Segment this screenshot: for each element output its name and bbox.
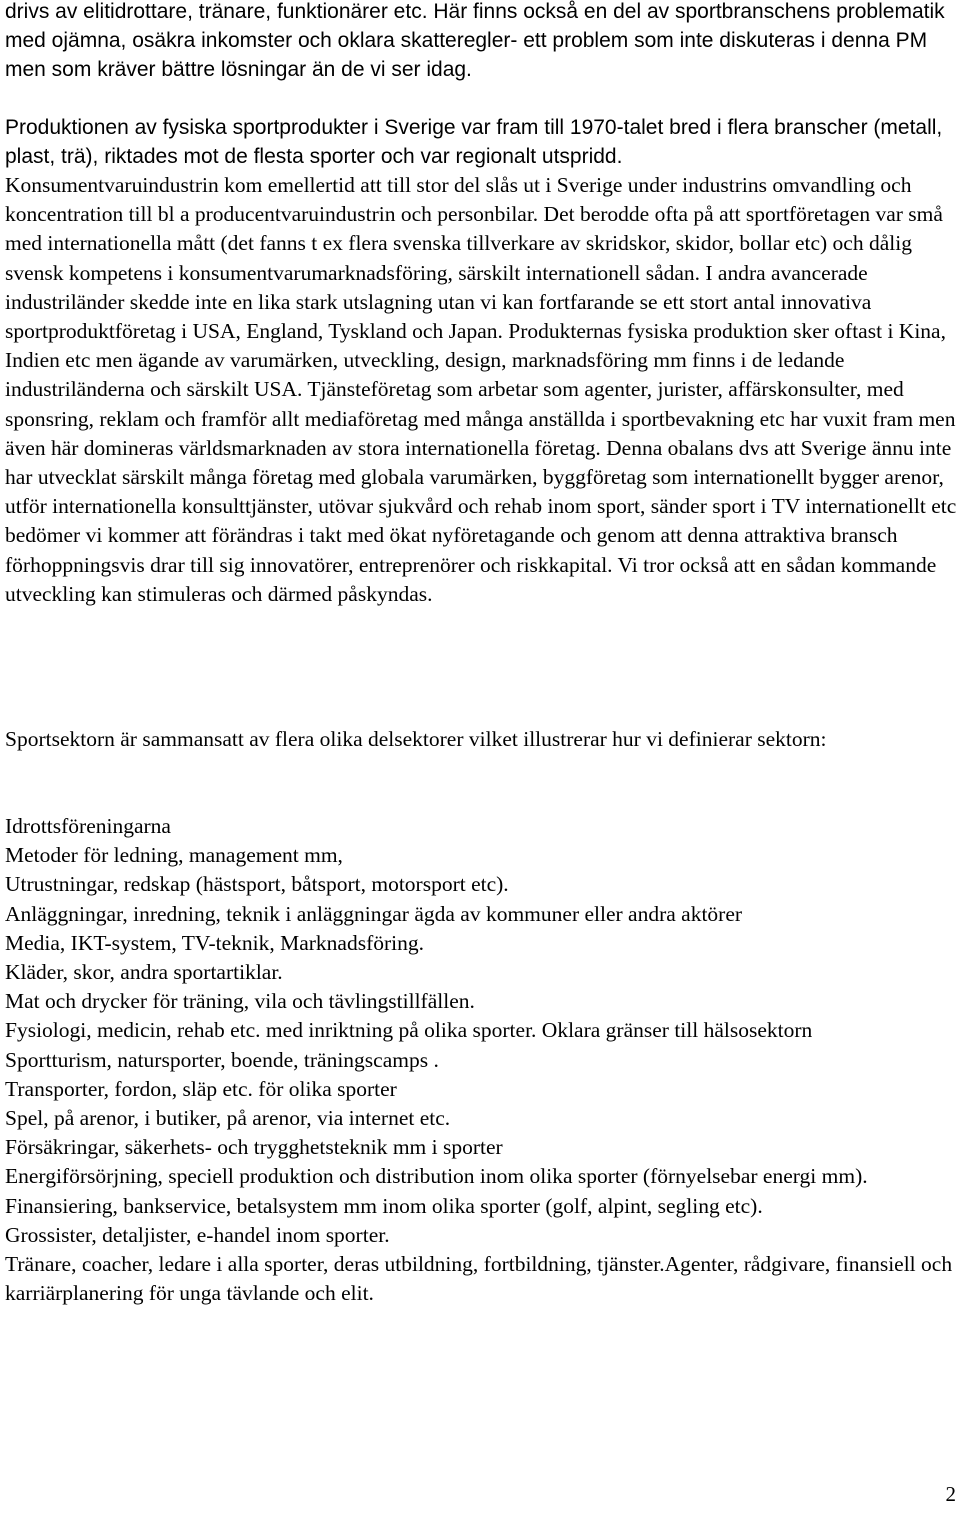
list-item: Försäkringar, säkerhets- och trygghetsteknik mm i sporter — [5, 1135, 503, 1160]
list-item: Idrottsföreningarna — [5, 814, 171, 838]
list-item: Transporter, fordon, släp etc. för olika sporter — [5, 1076, 397, 1101]
list-item: Grossister, detaljister, e-handel inom sporter. — [5, 1222, 390, 1247]
list-item: Kläder, skor, andra sportartiklar. — [5, 960, 283, 985]
paragraph-production-history: Produktionen av fysiska sportprodukter i Sverige var fram till 1970-talet bred i flera branscher (metall, plast, trä), riktades mot de flesta sporter och var regionalt utspridd. — [5, 116, 943, 168]
paragraph-athletes-income: drivs av elitidrottare, tränare, funktionärer etc. Här finns också en del av sportbranschens problematik med ojämna, osäkra inkomster och oklara skatteregler- ett problem som inte diskuteras i denna PM men som kräver bättre lösningar än de vi ser idag. — [5, 0, 945, 81]
list-item: Sportturism, natursporter, boende, träningscamps . — [5, 1047, 439, 1072]
page-number: 2 — [945, 1482, 956, 1506]
paragraph-sector-intro: Sportsektorn är sammansatt av flera olika delsektorer vilket illustrerar hur vi definierar sektorn: — [5, 727, 827, 751]
list-item: Fysiologi, medicin, rehab etc. med inriktning på olika sporter. Oklara gränser till hälsosektorn — [5, 1018, 813, 1043]
list-item: Utrustningar, redskap (hästsport, båtsport, motorsport etc). — [5, 872, 509, 897]
list-item: Media, IKT-system, TV-teknik, Marknadsföring. — [5, 930, 424, 955]
list-item: Mat och drycker för träning, vila och tävlingstillfällen. — [5, 989, 475, 1014]
paragraph-consumer-industry: Konsumentvaruindustrin kom emellertid att till stor del slås ut i Sverige under industrins omvandling och koncentration till bl a producentvaruindustrin och personbilar. Det berodde ofta på att sportföretagen var små med internationella mått (det fanns t ex flera svenska tillverkare av skridskor, skidor, bollar etc) och dålig svensk kompetens i konsumentvarumarknadsföring, särskilt internationell sådan. I andra avancerade industriländer skedde inte en lika stark utslagning utan vi kan fortfarande se ett stort antal innovativa sportproduktföretag i USA, England, Tyskland och Japan. Produkternas fysiska produktion sker oftast i Kina, Indien etc men ägande av varumärken, utveckling, design, marknadsföring mm finns i de ledande industriländerna och särskilt USA. Tjänsteföretag som arbetar som agenter, jurister, affärskonsulter, med sponsring, reklam och framför allt mediaföretag med många anställda i sportbevakning etc har vuxit fram men även här domineras världsmarknaden av stora internationella företag. Denna obalans dvs att Sverige ännu inte har utvecklat särskilt många företag med globala varumärken, byggföretag som internationellt bygger arenor, utför internationella konsulttjänster, utövar sjukvård och rehab inom sport, sänder sport i TV internationellt etc bedömer vi kommer att förändras i takt med ökat nyföretagande och genom att denna attraktiva bransch förhoppningsvis drar till sig innovatörer, entreprenörer och riskkapital. Vi tror också att en sådan kommande utveckling kan stimuleras och därmed påskyndas. — [5, 173, 957, 606]
list-item: Metoder för ledning, management mm, — [5, 843, 343, 868]
list-item: Anläggningar, inredning, teknik i anläggningar ägda av kommuner eller andra aktörer — [5, 901, 743, 926]
sector-list — [5, 812, 960, 1308]
list-item: Spel, på arenor, i butiker, på arenor, via internet etc. — [5, 1106, 451, 1131]
list-item: Finansiering, bankservice, betalsystem mm inom olika sporter (golf, alpint, segling etc). — [5, 1193, 763, 1218]
list-item: Tränare, coacher, ledare i alla sporter, deras utbildning, fortbildning, tjänster.Agenter, rådgivare, finansiell och karriärplanering för unga tävlande och elit. — [5, 1252, 953, 1306]
list-item: Energiförsörjning, speciell produktion och distribution inom olika sporter (förnyelsebar energi mm). — [5, 1164, 868, 1189]
